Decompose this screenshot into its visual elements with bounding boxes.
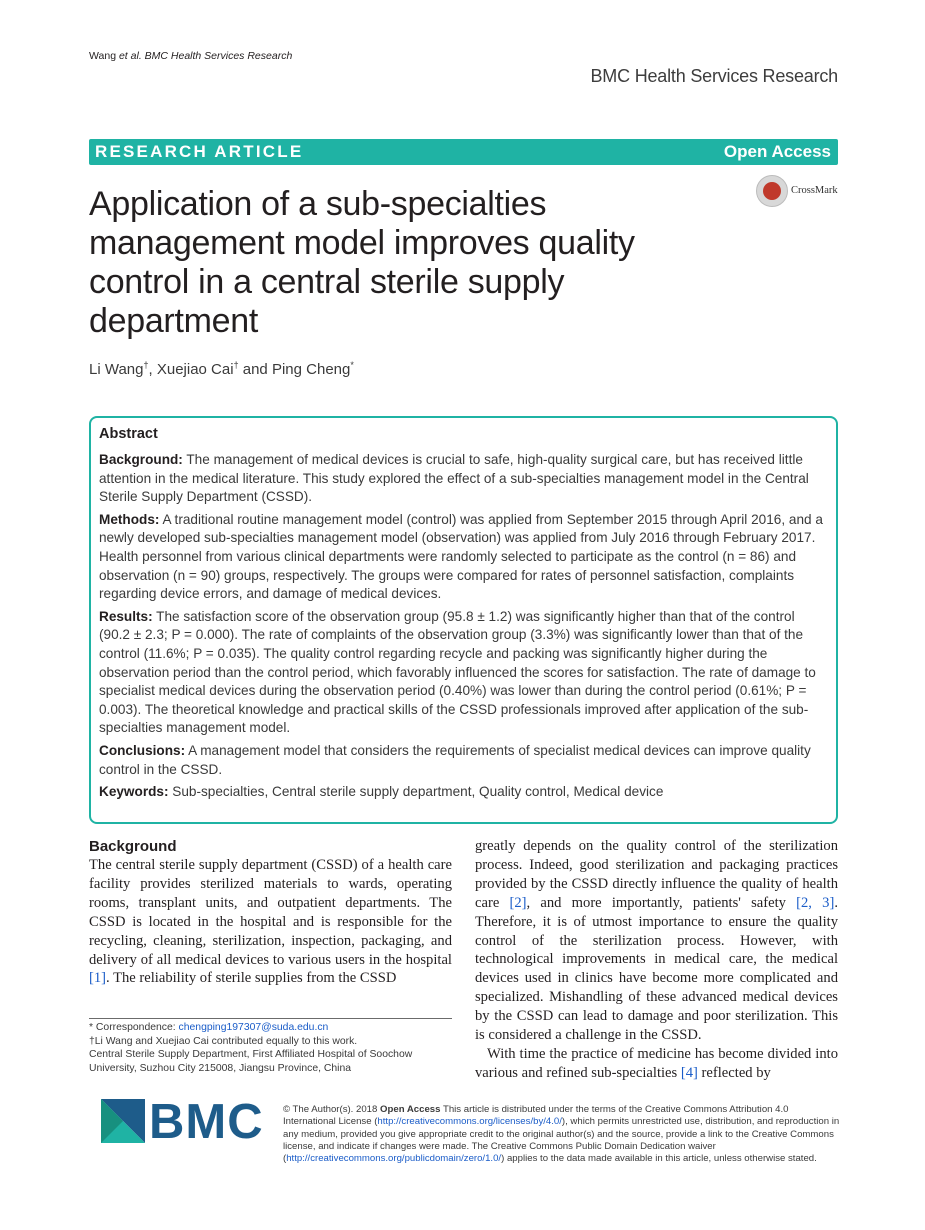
journal-name[interactable]: BMC Health Services Research	[590, 66, 838, 86]
correspondence-email-link[interactable]: chengping197307@suda.edu.cn	[178, 1022, 329, 1033]
crossmark-icon	[756, 175, 788, 207]
bmc-logo: BMC	[101, 1099, 271, 1149]
footnotes: * Correspondence: chengping197307@suda.edu.cn †Li Wang and Xuejiao Cai contributed equally to this work. Central Sterile Supply Department, First Affiliated Hospital of Soochow University, Suzhou City 215008, Jiangsu Province, China	[89, 1022, 413, 1074]
section-heading-background: Background	[89, 838, 177, 855]
author-name[interactable]: Xuejiao Cai	[156, 361, 234, 378]
citation-link[interactable]: [2, 3]	[796, 894, 835, 911]
abstract-heading: Abstract	[99, 426, 158, 442]
abstract-box	[89, 416, 838, 824]
author-list: Li Wang†, Xuejiao Cai† and Ping Cheng*	[89, 360, 354, 378]
crossmark-badge[interactable]	[756, 175, 846, 209]
bmc-logo-icon	[101, 1099, 145, 1143]
public-domain-url-link[interactable]: http://creativecommons.org/publicdomain/zero/1.0/	[286, 1153, 502, 1165]
author-name[interactable]: Ping Cheng	[271, 361, 351, 378]
body-paragraph: greatly depends on the quality control of the sterilization process. Indeed, good sterilization and packaging practices provided by the CSSD directly influence the quality of health care [2], and more importantly, patients' safety [2, 3]. Therefore, it is of utmost importance to ensure the quality control of the sterilization process. However, with technological improvements in medical care, the medical devices used in clinics have become more complicated and specialized. Mishandling of these advanced medical devices by the CSSD can lead to damage and poor sterilization. This is considered a challenge in the CSSD.	[475, 838, 838, 1044]
abstract-background: Background: The management of medical devices is crucial to safe, high-quality surgical care, but has received little attention in the medical literature. This study explored the effect of a sub-specialties management model in the Central Sterile Supply Department (CSSD).	[99, 452, 809, 505]
author-name[interactable]: Li Wang	[89, 361, 144, 378]
citation-link[interactable]: [4]	[680, 1064, 698, 1081]
crossmark-label: CrossMark	[791, 185, 838, 196]
footnote-divider	[89, 1018, 452, 1019]
article-type: RESEARCH ARTICLE	[95, 142, 304, 161]
license-notice: © The Author(s). 2018 Open Access This article is distributed under the terms of the Creative Commons Attribution 4.0 International License (http://creativecommons.org/licenses/by/4.0/), which permits unrestricted use, distribution, and reproduction in any medium, provided you give appropriate credit to the original author(s) and the source, provide a link to the Creative Commons license, and indicate if changes were made. The Creative Commons Public Domain Dedication waiver (http://creativecommons.org/publicdomain/zero/1.0/) applies to the data made available in this article, unless otherwise stated.	[283, 1104, 840, 1165]
citation-link[interactable]: [2]	[509, 894, 527, 911]
open-access-label: Open Access	[723, 142, 831, 161]
body-column-left	[89, 837, 452, 988]
article-title: Application of a sub-specialties management model improves quality control in a central sterile supply department	[89, 185, 635, 340]
body-column-right	[475, 837, 838, 1083]
running-head: Wang et al. BMC Health Services Research	[89, 50, 293, 62]
citation-link[interactable]: [1]	[89, 970, 107, 987]
abstract-conclusions: Conclusions: A management model that considers the requirements of specialist medical devices can improve quality control in the CSSD.	[99, 742, 811, 777]
abstract-keywords: Keywords: Sub-specialties, Central sterile supply department, Quality control, Medical device	[99, 784, 664, 800]
article-banner	[89, 139, 838, 165]
body-paragraph: With time the practice of medicine has become divided into various and refined sub-specialties [4] reflected by	[475, 1045, 838, 1081]
body-paragraph: The central sterile supply department (CSSD) of a health care facility provides sterilized materials to wards, operating rooms, transplant units, and outpatient departments. The CSSD is located in the hospital and is responsible for the recycling, cleaning, sterilization, inspection, packaging, and delivery of all medical devices to various users in the hospital [1]. The reliability of sterile supplies from the CSSD	[89, 857, 452, 987]
license-url-link[interactable]: http://creativecommons.org/licenses/by/4.0/	[377, 1116, 562, 1128]
abstract-results: Results: The satisfaction score of the observation group (95.8 ± 1.2) was significantly higher than that of the control (90.2 ± 2.3; P = 0.000). The rate of complaints of the observation group (3.3%) was significantly lower than that of the control (11.6%; P = 0.035). The quality control regarding recycle and packing was significantly higher during the observation period than the control period, which favorably influenced the scores for satisfaction. The rate of damage to specialist medical devices during the observation period (0.40%) was lower than during the control period (0.61%; P = 0.003). The theoretical knowledge and practical skills of the CSSD professionals improved after application of the sub-specialties management model.	[99, 608, 816, 736]
abstract-methods: Methods: A traditional routine management model (control) was applied from September 2015 through April 2016, and a newly developed sub-specialties management model (observation) was applied from July 2016 through February 2017. Health personnel from various clinical departments were randomly selected to participate as the control (n = 86) and observation (n = 90) groups, respectively. The groups were compared for rates of personnel satisfaction, complaints regarding device errors, and damage of medical devices.	[99, 511, 823, 602]
